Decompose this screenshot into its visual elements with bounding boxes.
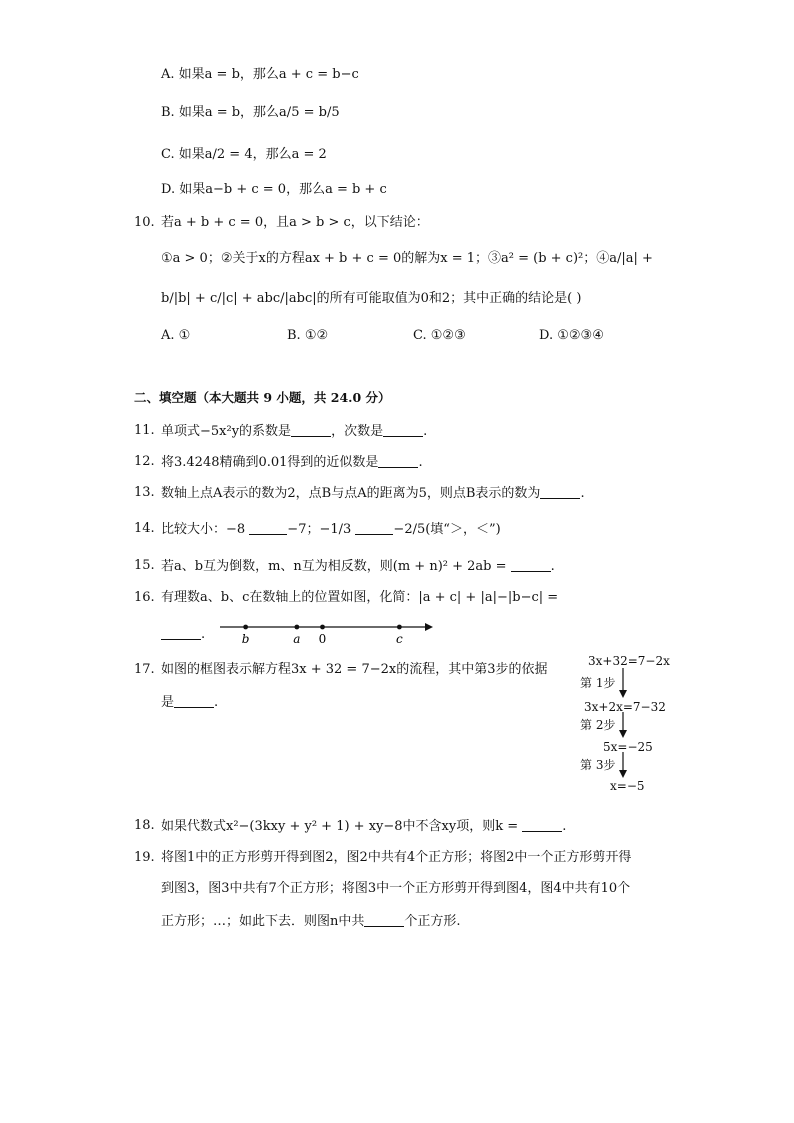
- flow-eq4: x=−5: [610, 779, 645, 793]
- q10-statements-line1: ①a > 0；②关于x的方程ax + b + c = 0的解为x = 1；③a² = (b + c)²；④a/|a| +: [161, 251, 653, 266]
- q16-number: 16.: [134, 590, 155, 605]
- q14-number: 14.: [134, 521, 155, 536]
- q10-option-a: A. ①: [161, 328, 191, 343]
- q18-number: 18.: [134, 818, 155, 833]
- q19-line3: 正方形；…；如此下去．则图n中共 个正方形.: [161, 914, 461, 929]
- q10-option-b: B. ①②: [287, 328, 329, 343]
- number-line-point-b: [243, 625, 248, 630]
- answer-blank[interactable]: [540, 484, 580, 499]
- q19-number: 19.: [134, 850, 155, 865]
- q9-option-a: A. 如果a = b，那么a + c = b−c: [161, 67, 359, 82]
- q10-statements-line2: b/|b| + c/|c| + abc/|abc|的所有可能取值为0和2；其中正确的结论是( ): [161, 291, 582, 306]
- number-line-point-a: [294, 625, 299, 630]
- q9-option-d: D. 如果a−b + c = 0，那么a = b + c: [161, 182, 387, 197]
- flow-arrows: [570, 650, 680, 800]
- answer-blank[interactable]: [249, 520, 287, 535]
- number-line-label-c: c: [396, 632, 403, 646]
- q17-number: 17.: [134, 662, 155, 677]
- q18-text: 如果代数式x²−(3kxy + y² + 1) + xy−8中不含xy项，则k = .: [161, 819, 567, 834]
- q13-text: 数轴上点A表示的数为2，点B与点A的距离为5，则点B表示的数为 .: [161, 486, 585, 501]
- q15-number: 15.: [134, 558, 155, 573]
- q10-number: 10.: [134, 215, 155, 230]
- flow-eq3: 5x=−25: [603, 740, 653, 754]
- q19-line1: 将图1中的正方形剪开得到图2，图2中共有4个正方形；将图2中一个正方形剪开得: [161, 850, 632, 865]
- q16-text: 有理数a、b、c在数轴上的位置如图，化简：|a + c| + |a|−|b−c| =: [161, 590, 559, 605]
- flow-eq1: 3x+32=7−2x: [588, 654, 670, 668]
- flow-step1: 第 1步: [580, 676, 616, 690]
- q17-text: 如图的框图表示解方程3x + 32 = 7−2x的流程，其中第3步的依据: [161, 662, 548, 677]
- number-line-point-c: [397, 625, 402, 630]
- q10-stem: 若a + b + c = 0，且a > b > c，以下结论：: [161, 215, 429, 230]
- number-line-label-0: 0: [318, 632, 327, 646]
- answer-blank[interactable]: [364, 912, 404, 927]
- answer-blank[interactable]: [378, 453, 418, 468]
- q10-option-d: D. ①②③④: [539, 328, 604, 343]
- q11-text: 单项式−5x²y的系数是 ，次数是 .: [161, 424, 428, 439]
- answer-blank[interactable]: [161, 625, 201, 640]
- q16-answer-line: .: [161, 625, 205, 644]
- q9-option-b: B. 如果a = b，那么a/5 = b/5: [161, 105, 340, 120]
- number-line-figure: [215, 615, 440, 647]
- answer-blank[interactable]: [291, 422, 331, 437]
- flowchart: [570, 650, 680, 800]
- flow-step3: 第 3步: [580, 758, 616, 772]
- q11-number: 11.: [134, 423, 155, 438]
- number-line-label-a: a: [293, 632, 301, 646]
- q12-text: 将3.4248精确到0.01得到的近似数是 .: [161, 455, 423, 470]
- answer-blank[interactable]: [383, 422, 423, 437]
- answer-blank[interactable]: [511, 557, 551, 572]
- number-line-arrow: [425, 623, 433, 631]
- answer-blank[interactable]: [522, 817, 562, 832]
- section2-title: 二、填空题（本大题共 9 小题，共 24.0 分）: [134, 390, 391, 405]
- flow-eq2: 3x+2x=7−32: [584, 700, 666, 714]
- q15-text: 若a、b互为倒数，m、n互为相反数，则(m + n)² + 2ab = .: [161, 559, 555, 574]
- flow-step2: 第 2步: [580, 718, 616, 732]
- q12-number: 12.: [134, 454, 155, 469]
- q19-line2: 到图3，图3中共有7个正方形；将图3中一个正方形剪开得到图4，图4中共有10个: [161, 881, 631, 896]
- number-line-label-b: b: [241, 632, 250, 646]
- q9-option-c: C. 如果a/2 = 4，那么a = 2: [161, 147, 327, 162]
- answer-blank[interactable]: [355, 520, 393, 535]
- q10-option-c: C. ①②③: [413, 328, 466, 343]
- q13-number: 13.: [134, 485, 155, 500]
- number-line-point-0: [320, 625, 325, 630]
- q14-text: 比较大小：−8 −7；−1/3 −2/5(填“＞，＜”): [161, 522, 501, 537]
- q17-answer-line: 是 .: [161, 695, 219, 710]
- answer-blank[interactable]: [174, 693, 214, 708]
